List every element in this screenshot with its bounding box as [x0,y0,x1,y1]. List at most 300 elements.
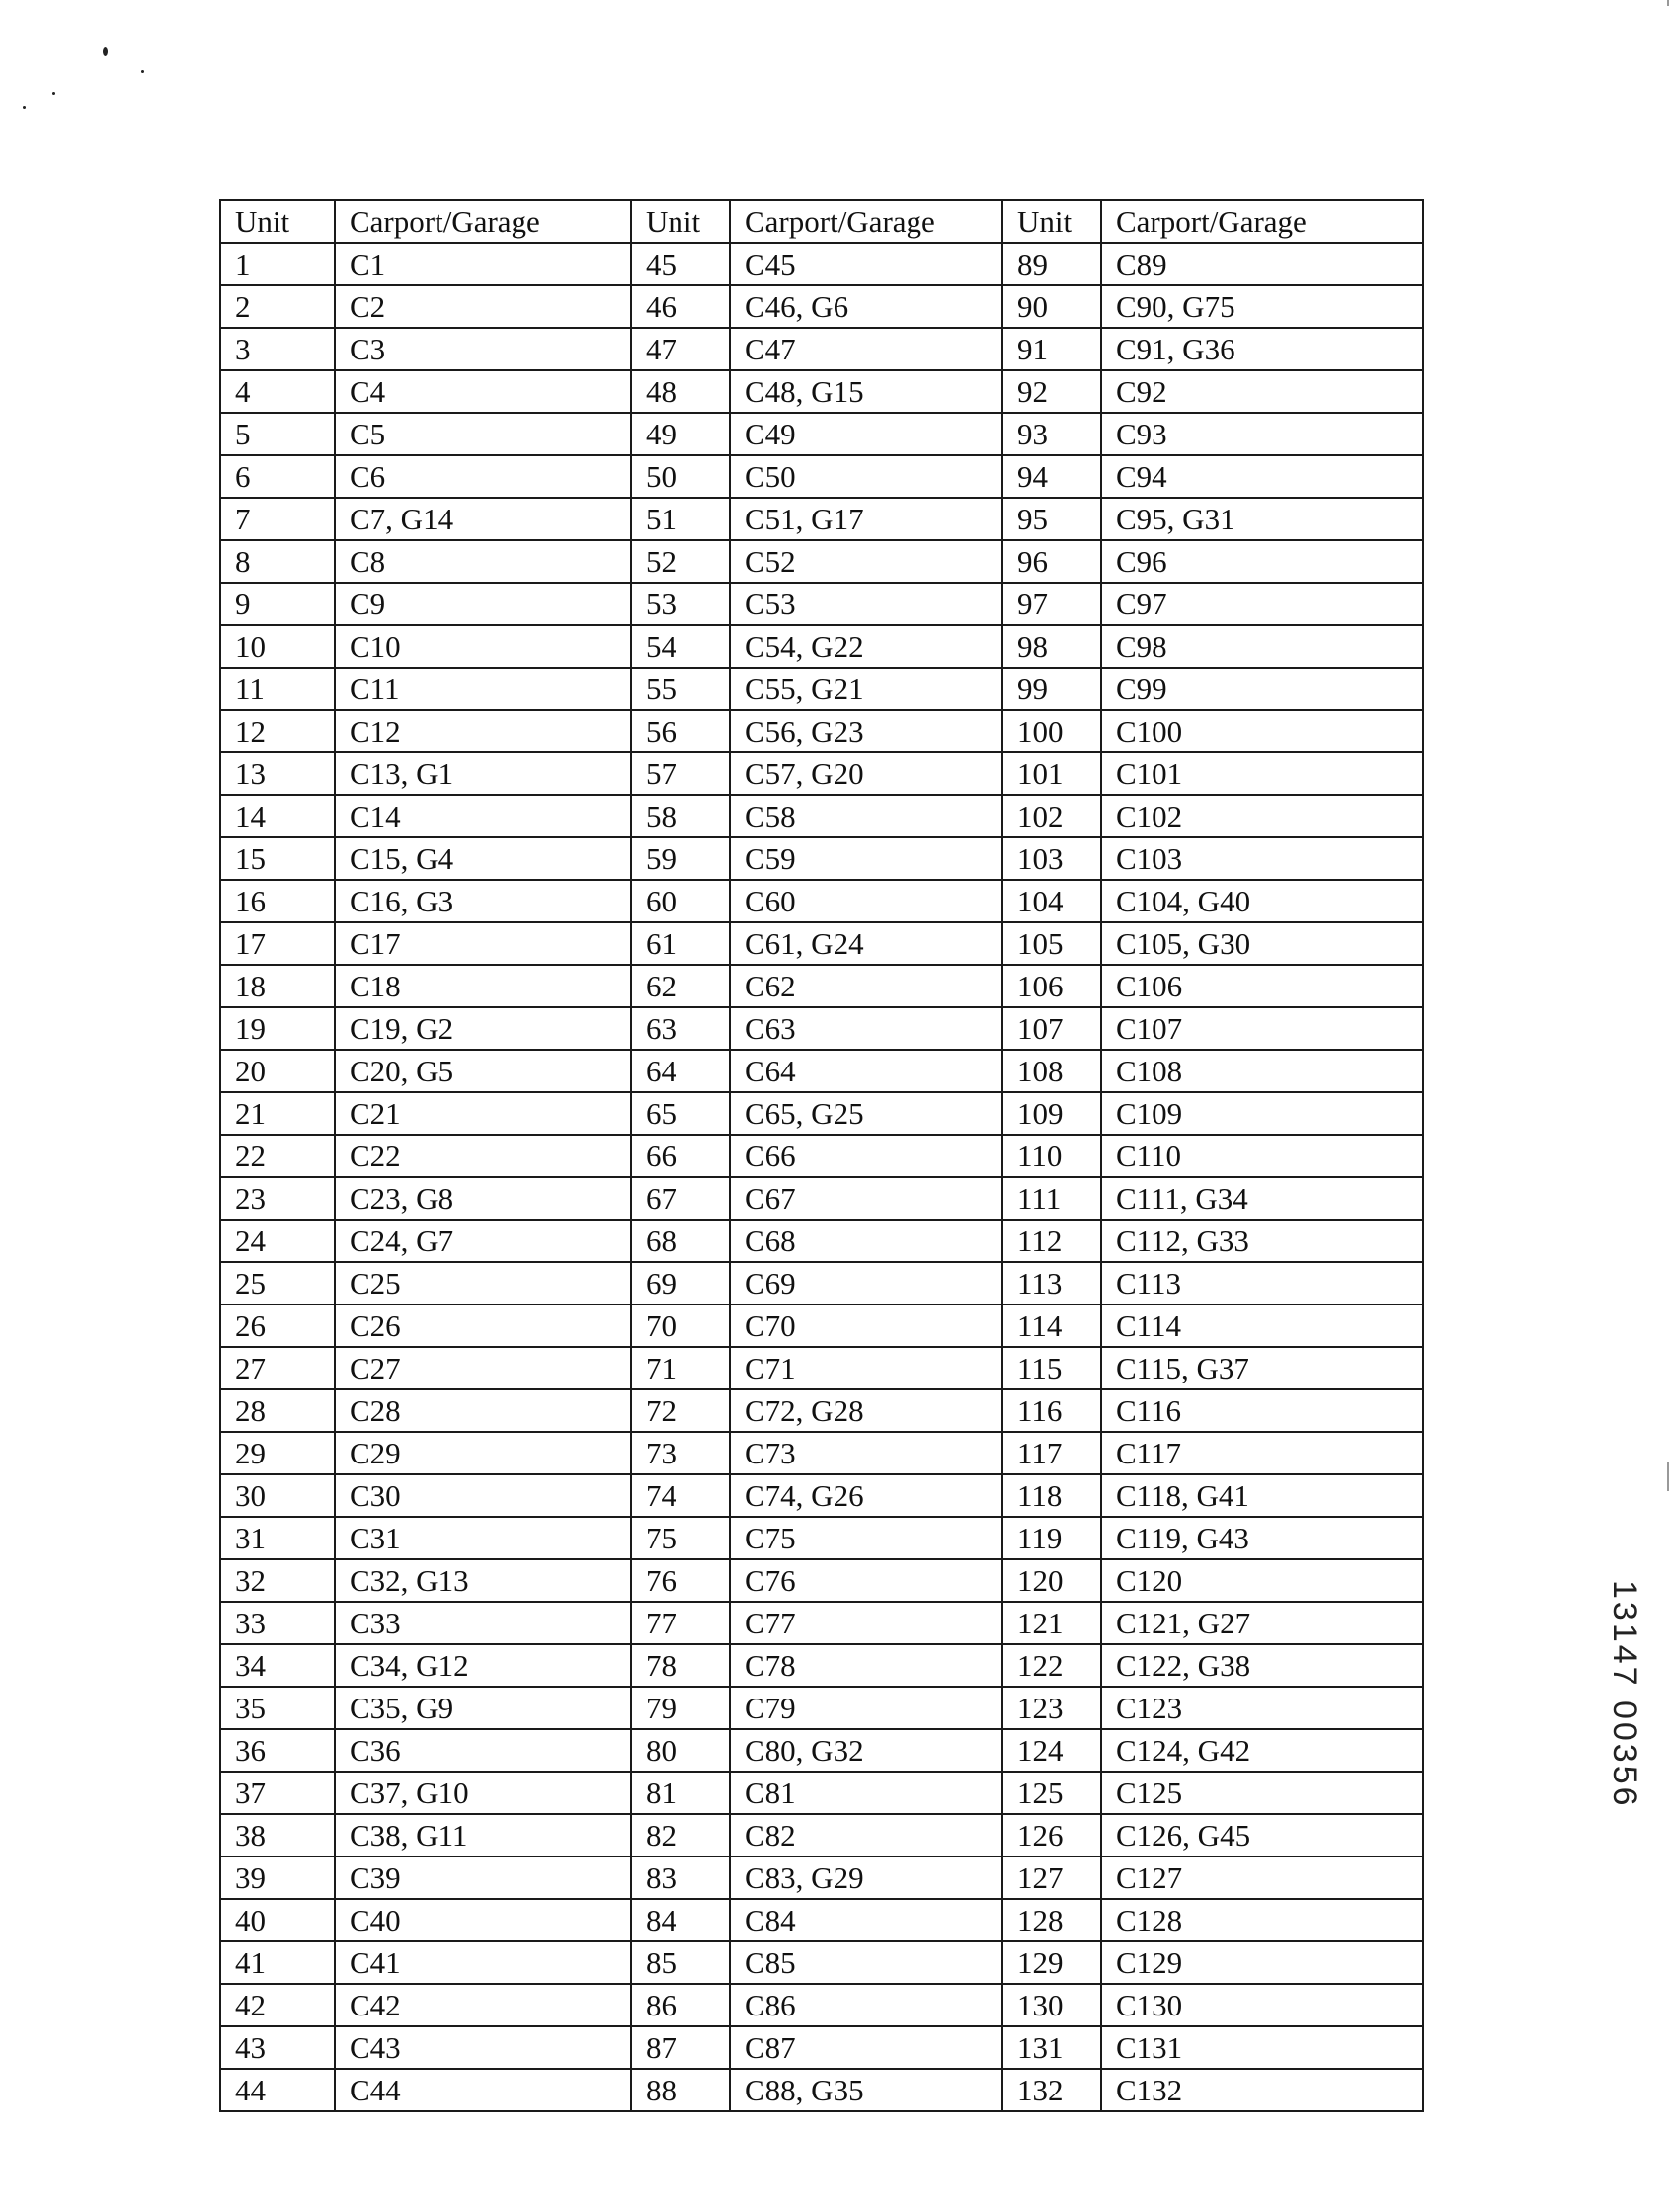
unit-cell: 93 [1002,413,1101,455]
unit-cell: 116 [1002,1389,1101,1432]
carport-garage-cell: C77 [730,1602,1002,1644]
header-unit: Unit [1002,200,1101,243]
carport-garage-cell: C36 [335,1729,631,1772]
table-row [220,2069,1423,2111]
unit-cell: 83 [631,1856,730,1899]
unit-cell: 14 [220,795,335,837]
unit-cell: 88 [631,2069,730,2111]
unit-cell: 118 [1002,1474,1101,1517]
carport-garage-cell: C22 [335,1135,631,1177]
unit-cell: 119 [1002,1517,1101,1559]
carport-garage-cell: C45 [730,243,1002,285]
carport-garage-cell: C57, G20 [730,752,1002,795]
carport-garage-cell: C58 [730,795,1002,837]
carport-garage-cell: C112, G33 [1101,1220,1423,1262]
carport-garage-cell: C44 [335,2069,631,2111]
unit-cell: 51 [631,498,730,540]
unit-cell: 126 [1002,1814,1101,1856]
carport-garage-cell: C70 [730,1304,1002,1347]
carport-garage-cell: C74, G26 [730,1474,1002,1517]
table-row [220,1729,1423,1772]
table-header-row [220,200,1423,243]
carport-garage-cell: C116 [1101,1389,1423,1432]
table-row [220,1389,1423,1432]
table-row [220,668,1423,710]
unit-cell: 39 [220,1856,335,1899]
carport-garage-cell: C37, G10 [335,1772,631,1814]
carport-garage-cell: C34, G12 [335,1644,631,1687]
unit-cell: 19 [220,1007,335,1050]
table-row [220,710,1423,752]
bates-stamp-text: 13147 00356 [1606,1580,1643,1809]
unit-cell: 65 [631,1092,730,1135]
unit-cell: 114 [1002,1304,1101,1347]
carport-garage-cell: C16, G3 [335,880,631,922]
unit-cell: 125 [1002,1772,1101,1814]
unit-cell: 3 [220,328,335,370]
table-row [220,922,1423,965]
carport-garage-cell: C61, G24 [730,922,1002,965]
carport-garage-cell: C63 [730,1007,1002,1050]
unit-cell: 52 [631,540,730,583]
table-row [220,285,1423,328]
carport-garage-cell: C98 [1101,625,1423,668]
unit-cell: 104 [1002,880,1101,922]
unit-cell: 95 [1002,498,1101,540]
unit-cell: 11 [220,668,335,710]
table-row [220,1856,1423,1899]
unit-cell: 47 [631,328,730,370]
unit-cell: 18 [220,965,335,1007]
carport-garage-cell: C109 [1101,1092,1423,1135]
unit-cell: 9 [220,583,335,625]
carport-garage-cell: C122, G38 [1101,1644,1423,1687]
carport-garage-cell: C19, G2 [335,1007,631,1050]
carport-garage-cell: C2 [335,285,631,328]
carport-garage-cell: C102 [1101,795,1423,837]
carport-garage-cell: C94 [1101,455,1423,498]
unit-cell: 100 [1002,710,1101,752]
carport-garage-cell: C24, G7 [335,1220,631,1262]
scan-edge-mark [1667,1462,1669,1491]
table-row [220,795,1423,837]
unit-cell: 87 [631,2026,730,2069]
carport-garage-cell: C55, G21 [730,668,1002,710]
carport-garage-cell: C107 [1101,1007,1423,1050]
unit-cell: 68 [631,1220,730,1262]
unit-cell: 79 [631,1687,730,1729]
unit-cell: 64 [631,1050,730,1092]
unit-cell: 92 [1002,370,1101,413]
carport-garage-cell: C26 [335,1304,631,1347]
table-row [220,1814,1423,1856]
unit-cell: 84 [631,1899,730,1941]
unit-cell: 113 [1002,1262,1101,1304]
table-row [220,1050,1423,1092]
carport-garage-cell: C84 [730,1899,1002,1941]
scan-speck [23,106,26,109]
carport-garage-cell: C82 [730,1814,1002,1856]
carport-garage-cell: C17 [335,922,631,965]
unit-cell: 109 [1002,1092,1101,1135]
carport-garage-cell: C93 [1101,413,1423,455]
unit-cell: 4 [220,370,335,413]
carport-garage-cell: C111, G34 [1101,1177,1423,1220]
carport-garage-cell: C1 [335,243,631,285]
carport-garage-cell: C11 [335,668,631,710]
unit-cell: 74 [631,1474,730,1517]
unit-cell: 44 [220,2069,335,2111]
unit-cell: 56 [631,710,730,752]
table-row [220,880,1423,922]
unit-cell: 40 [220,1899,335,1941]
table-body [220,243,1423,2111]
unit-cell: 50 [631,455,730,498]
carport-garage-cell: C113 [1101,1262,1423,1304]
carport-garage-cell: C10 [335,625,631,668]
header-unit: Unit [631,200,730,243]
unit-cell: 30 [220,1474,335,1517]
unit-cell: 78 [631,1644,730,1687]
unit-cell: 82 [631,1814,730,1856]
carport-garage-cell: C108 [1101,1050,1423,1092]
header-carport-garage: Carport/Garage [730,200,1002,243]
carport-garage-cell: C3 [335,328,631,370]
unit-cell: 115 [1002,1347,1101,1389]
carport-garage-cell: C71 [730,1347,1002,1389]
unit-cell: 17 [220,922,335,965]
table-row [220,455,1423,498]
unit-cell: 6 [220,455,335,498]
unit-cell: 128 [1002,1899,1101,1941]
unit-cell: 120 [1002,1559,1101,1602]
unit-cell: 2 [220,285,335,328]
table-row [220,1602,1423,1644]
unit-cell: 12 [220,710,335,752]
carport-garage-cell: C89 [1101,243,1423,285]
carport-garage-cell: C39 [335,1856,631,1899]
carport-garage-cell: C105, G30 [1101,922,1423,965]
carport-garage-cell: C92 [1101,370,1423,413]
carport-garage-cell: C9 [335,583,631,625]
unit-cell: 15 [220,837,335,880]
table-row [220,1474,1423,1517]
unit-cell: 76 [631,1559,730,1602]
unit-cell: 66 [631,1135,730,1177]
carport-garage-cell: C85 [730,1941,1002,1984]
unit-cell: 28 [220,1389,335,1432]
table-row [220,1304,1423,1347]
unit-cell: 124 [1002,1729,1101,1772]
carport-garage-cell: C104, G40 [1101,880,1423,922]
carport-garage-cell: C106 [1101,965,1423,1007]
carport-garage-cell: C73 [730,1432,1002,1474]
carport-garage-cell: C30 [335,1474,631,1517]
carport-garage-cell: C64 [730,1050,1002,1092]
unit-cell: 101 [1002,752,1101,795]
unit-cell: 96 [1002,540,1101,583]
unit-cell: 86 [631,1984,730,2026]
carport-garage-cell: C5 [335,413,631,455]
unit-cell: 70 [631,1304,730,1347]
carport-garage-cell: C51, G17 [730,498,1002,540]
table-row [220,1220,1423,1262]
carport-garage-cell: C65, G25 [730,1092,1002,1135]
carport-garage-cell: C56, G23 [730,710,1002,752]
carport-garage-cell: C121, G27 [1101,1602,1423,1644]
carport-garage-cell: C42 [335,1984,631,2026]
table-row [220,837,1423,880]
carport-garage-cell: C67 [730,1177,1002,1220]
carport-garage-cell: C29 [335,1432,631,1474]
unit-cell: 89 [1002,243,1101,285]
unit-cell: 55 [631,668,730,710]
unit-cell: 108 [1002,1050,1101,1092]
unit-cell: 22 [220,1135,335,1177]
unit-cell: 16 [220,880,335,922]
unit-cell: 59 [631,837,730,880]
carport-garage-cell: C114 [1101,1304,1423,1347]
unit-cell: 53 [631,583,730,625]
unit-cell: 5 [220,413,335,455]
table-row [220,1899,1423,1941]
carport-garage-cell: C91, G36 [1101,328,1423,370]
unit-cell: 71 [631,1347,730,1389]
unit-cell: 85 [631,1941,730,1984]
unit-cell: 110 [1002,1135,1101,1177]
unit-cell: 58 [631,795,730,837]
carport-garage-cell: C8 [335,540,631,583]
carport-garage-cell: C96 [1101,540,1423,583]
carport-garage-cell: C38, G11 [335,1814,631,1856]
table-row [220,498,1423,540]
carport-garage-cell: C13, G1 [335,752,631,795]
carport-garage-cell: C28 [335,1389,631,1432]
carport-garage-cell: C25 [335,1262,631,1304]
carport-garage-cell: C4 [335,370,631,413]
unit-cell: 111 [1002,1177,1101,1220]
carport-garage-cell: C47 [730,328,1002,370]
scan-speck [141,70,144,73]
scan-speck [52,92,55,95]
table-row [220,1984,1423,2026]
unit-cell: 130 [1002,1984,1101,2026]
table-row [220,1432,1423,1474]
unit-cell: 123 [1002,1687,1101,1729]
header-carport-garage: Carport/Garage [1101,200,1423,243]
unit-cell: 42 [220,1984,335,2026]
table-row [220,1135,1423,1177]
table-row [220,370,1423,413]
unit-cell: 122 [1002,1644,1101,1687]
unit-cell: 26 [220,1304,335,1347]
scan-edge-mark [1667,0,1669,6]
carport-garage-cell: C48, G15 [730,370,1002,413]
table-row [220,1177,1423,1220]
unit-cell: 81 [631,1772,730,1814]
carport-garage-cell: C127 [1101,1856,1423,1899]
unit-cell: 20 [220,1050,335,1092]
carport-garage-cell: C120 [1101,1559,1423,1602]
unit-cell: 7 [220,498,335,540]
carport-garage-cell: C110 [1101,1135,1423,1177]
carport-garage-cell: C15, G4 [335,837,631,880]
unit-cell: 45 [631,243,730,285]
header-carport-garage: Carport/Garage [335,200,631,243]
unit-cell: 105 [1002,922,1101,965]
carport-garage-cell: C18 [335,965,631,1007]
unit-cell: 38 [220,1814,335,1856]
carport-garage-cell: C128 [1101,1899,1423,1941]
carport-garage-cell: C62 [730,965,1002,1007]
carport-garage-cell: C99 [1101,668,1423,710]
carport-garage-cell: C95, G31 [1101,498,1423,540]
unit-cell: 94 [1002,455,1101,498]
unit-cell: 49 [631,413,730,455]
carport-garage-cell: C131 [1101,2026,1423,2069]
unit-cell: 117 [1002,1432,1101,1474]
carport-garage-cell: C115, G37 [1101,1347,1423,1389]
unit-cell: 97 [1002,583,1101,625]
unit-cell: 54 [631,625,730,668]
carport-garage-cell: C43 [335,2026,631,2069]
carport-garage-cell: C46, G6 [730,285,1002,328]
unit-cell: 98 [1002,625,1101,668]
table-row [220,1517,1423,1559]
carport-garage-cell: C118, G41 [1101,1474,1423,1517]
carport-garage-cell: C75 [730,1517,1002,1559]
unit-cell: 90 [1002,285,1101,328]
table-row [220,328,1423,370]
carport-garage-cell: C53 [730,583,1002,625]
table-row [220,413,1423,455]
carport-garage-cell: C103 [1101,837,1423,880]
unit-cell: 127 [1002,1856,1101,1899]
table-row [220,1687,1423,1729]
carport-garage-cell: C132 [1101,2069,1423,2111]
unit-cell: 31 [220,1517,335,1559]
carport-garage-cell: C90, G75 [1101,285,1423,328]
carport-garage-cell: C14 [335,795,631,837]
unit-cell: 129 [1002,1941,1101,1984]
unit-cell: 121 [1002,1602,1101,1644]
carport-garage-cell: C86 [730,1984,1002,2026]
unit-cell: 91 [1002,328,1101,370]
carport-garage-cell: C130 [1101,1984,1423,2026]
carport-garage-cell: C126, G45 [1101,1814,1423,1856]
carport-garage-cell: C49 [730,413,1002,455]
carport-garage-cell: C83, G29 [730,1856,1002,1899]
unit-cell: 67 [631,1177,730,1220]
unit-cell: 13 [220,752,335,795]
bates-stamp [1608,1580,1647,1876]
unit-cell: 62 [631,965,730,1007]
table-row [220,243,1423,285]
unit-cell: 27 [220,1347,335,1389]
unit-cell: 35 [220,1687,335,1729]
table-row [220,1941,1423,1984]
unit-cell: 73 [631,1432,730,1474]
table-row [220,625,1423,668]
unit-cell: 131 [1002,2026,1101,2069]
unit-cell: 57 [631,752,730,795]
table-row [220,1772,1423,1814]
carport-garage-cell: C60 [730,880,1002,922]
carport-garage-cell: C41 [335,1941,631,1984]
carport-garage-cell: C68 [730,1220,1002,1262]
table-row [220,1559,1423,1602]
table-row [220,1644,1423,1687]
unit-cell: 60 [631,880,730,922]
unit-cell: 1 [220,243,335,285]
unit-cell: 10 [220,625,335,668]
table-row [220,1007,1423,1050]
table-row [220,540,1423,583]
table-row [220,1347,1423,1389]
carport-garage-cell: C27 [335,1347,631,1389]
carport-garage-cell: C100 [1101,710,1423,752]
unit-cell: 99 [1002,668,1101,710]
unit-cell: 34 [220,1644,335,1687]
carport-garage-cell: C21 [335,1092,631,1135]
carport-garage-cell: C81 [730,1772,1002,1814]
unit-cell: 23 [220,1177,335,1220]
header-unit: Unit [220,200,335,243]
unit-cell: 77 [631,1602,730,1644]
unit-cell: 61 [631,922,730,965]
carport-garage-cell: C76 [730,1559,1002,1602]
carport-garage-cell: C80, G32 [730,1729,1002,1772]
unit-cell: 24 [220,1220,335,1262]
unit-cell: 43 [220,2026,335,2069]
unit-cell: 102 [1002,795,1101,837]
unit-carport-garage-table [219,199,1424,2112]
unit-cell: 36 [220,1729,335,1772]
carport-garage-cell: C6 [335,455,631,498]
carport-garage-cell: C101 [1101,752,1423,795]
carport-garage-cell: C78 [730,1644,1002,1687]
table-row [220,965,1423,1007]
carport-garage-cell: C40 [335,1899,631,1941]
unit-cell: 33 [220,1602,335,1644]
carport-garage-cell: C66 [730,1135,1002,1177]
carport-garage-cell: C12 [335,710,631,752]
unit-cell: 48 [631,370,730,413]
unit-cell: 107 [1002,1007,1101,1050]
carport-garage-cell: C124, G42 [1101,1729,1423,1772]
table-row [220,752,1423,795]
carport-garage-cell: C35, G9 [335,1687,631,1729]
carport-garage-cell: C88, G35 [730,2069,1002,2111]
carport-garage-cell: C59 [730,837,1002,880]
carport-garage-cell: C117 [1101,1432,1423,1474]
unit-cell: 63 [631,1007,730,1050]
unit-cell: 103 [1002,837,1101,880]
unit-cell: 106 [1002,965,1101,1007]
unit-cell: 132 [1002,2069,1101,2111]
carport-garage-cell: C87 [730,2026,1002,2069]
unit-cell: 69 [631,1262,730,1304]
unit-cell: 37 [220,1772,335,1814]
carport-garage-cell: C20, G5 [335,1050,631,1092]
carport-garage-cell: C72, G28 [730,1389,1002,1432]
carport-garage-cell: C33 [335,1602,631,1644]
carport-garage-cell: C54, G22 [730,625,1002,668]
carport-garage-cell: C69 [730,1262,1002,1304]
unit-cell: 72 [631,1389,730,1432]
unit-cell: 75 [631,1517,730,1559]
carport-garage-cell: C97 [1101,583,1423,625]
